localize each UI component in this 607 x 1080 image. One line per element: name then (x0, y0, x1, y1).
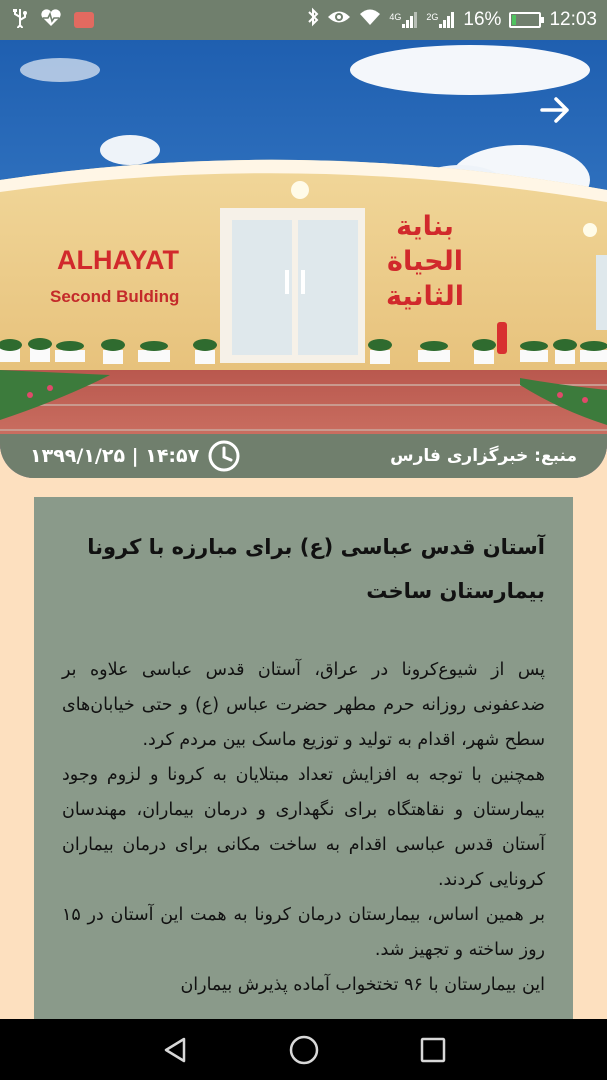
recents-square-icon (420, 1037, 446, 1063)
sign-arabic-line-2: الحياة (387, 246, 463, 277)
article-paragraph: پس از شیوع‌کرونا در عراق، آستان قدس عباسی علاوه بر ضدعفونی روزانه حرم مطهر حضرت عباس (ع) و حتی خیابان‌های سطح شهر، اقدام به تولید و توزیع ماسک بین مردم کرد. (62, 660, 545, 750)
mail-icon (74, 12, 94, 28)
usb-icon (12, 8, 28, 32)
sign-arabic-line-3: الثانية (385, 281, 465, 312)
back-triangle-icon (162, 1036, 188, 1064)
arrow-right-icon (540, 97, 570, 123)
status-notifications (12, 0, 94, 40)
article-paragraph: همچنین با توجه به افزایش تعداد مبتلایان به کرونا و لزوم وجود بیمارستان و نقاهتگاه برای نگهداری و درمان بیماران، مهندسان آستان قدس عباسی اقدام به ساخت مکانی برای درمان بیماران کرونایی کردند. (62, 765, 545, 890)
article-body (62, 653, 545, 1003)
datetime-text: ۱۳۹۹/۱/۲۵ | ۱۴:۵۷ (30, 445, 200, 467)
hero-photo (0, 40, 607, 478)
nav-home-button[interactable] (279, 1025, 329, 1075)
article-meta-bar (0, 434, 607, 478)
sign-arabic-line-1: بناية (396, 211, 454, 242)
clock-icon (207, 439, 241, 473)
sign-latin-subtitle: Second Bulding (50, 287, 180, 306)
nav-recents-button[interactable] (408, 1025, 458, 1075)
status-system (307, 0, 597, 40)
battery-percent: 16% (463, 9, 502, 30)
eye-icon (327, 8, 351, 32)
article-title: آستان قدس عباسی (ع) برای مبارزه با کرونا بیمارستان ساخت (87, 535, 545, 603)
status-bar (0, 0, 607, 40)
system-nav-bar (0, 1019, 607, 1080)
article-paragraph: این بیمارستان با ۹۶ تختخواب آماده پذیرش بیماران (180, 975, 545, 995)
article-card (34, 497, 573, 1057)
clock-time: 12:03 (549, 9, 597, 30)
battery-icon (509, 12, 541, 28)
nav-back-button[interactable] (150, 1025, 200, 1075)
bluetooth-icon (307, 7, 319, 33)
article-datetime (30, 439, 241, 473)
back-arrow-button[interactable] (533, 88, 577, 132)
article-paragraph: بر همین اساس، بیمارستان درمان کرونا به همت این آستان در ۱۵ روز ساخته و تجهیز شد. (62, 905, 545, 960)
health-icon (40, 9, 62, 31)
hero-image (0, 40, 607, 478)
signal-4g: 4G (389, 12, 418, 28)
home-circle-icon (288, 1034, 320, 1066)
signal-2g: 2G (426, 12, 455, 28)
sign-latin-title: ALHAYAT (57, 245, 180, 275)
signal-icon (402, 12, 418, 28)
article-source: منبع: خبرگزاری فارس (390, 446, 577, 466)
wifi-icon (359, 8, 381, 32)
